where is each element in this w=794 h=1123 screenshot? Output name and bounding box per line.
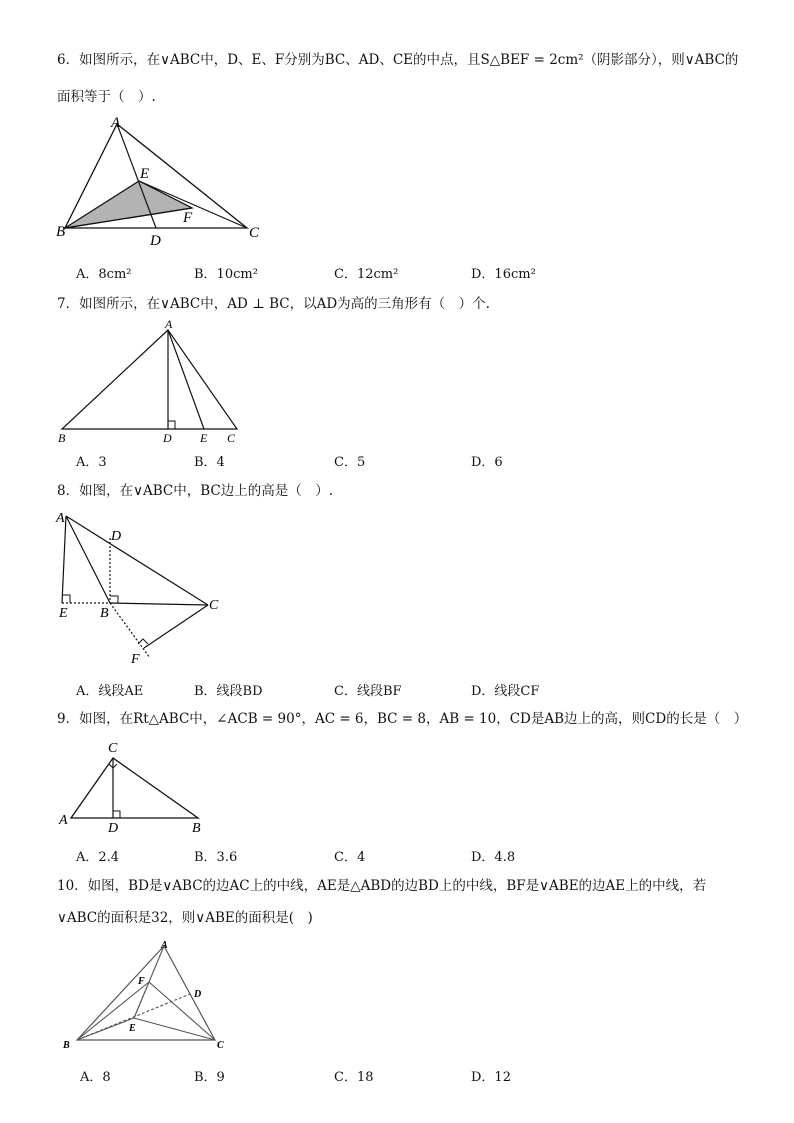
- figure-q10: [55, 936, 245, 1056]
- question-9-text: 9．如图，在Rt△ABC中，∠ACB = 90°，AC = 6，BC = 8，AB = 10，CD是AB边上的高，则CD的长是（ ）: [57, 711, 748, 727]
- question-6-line-2: 面积等于（ ）.: [57, 89, 156, 105]
- q9-option-a[interactable]: A．2.4: [76, 850, 120, 865]
- label-e: E: [59, 606, 68, 621]
- figure-q7: [55, 316, 255, 446]
- q9-option-b[interactable]: B．3.6: [194, 850, 238, 865]
- label-a: A: [165, 317, 173, 331]
- label-f: F: [131, 652, 140, 667]
- label-a: A: [161, 940, 168, 951]
- label-b: B: [192, 821, 201, 836]
- label-c: C: [227, 431, 236, 445]
- q10-option-c[interactable]: C．18: [334, 1070, 374, 1085]
- q9-option-c[interactable]: C．4: [334, 850, 366, 865]
- label-b: B: [58, 431, 66, 445]
- q6-option-a[interactable]: A．8cm²: [76, 267, 132, 282]
- label-f: F: [183, 210, 193, 226]
- q8-option-d[interactable]: D．线段CF: [471, 684, 540, 699]
- label-d: D: [108, 821, 119, 836]
- label-d: D: [194, 989, 202, 1000]
- q8-option-c[interactable]: C．线段BF: [334, 684, 402, 699]
- q6-option-d[interactable]: D．16cm²: [471, 267, 536, 282]
- q7-option-d[interactable]: D．6: [471, 455, 503, 470]
- q7-option-c[interactable]: C．5: [334, 455, 366, 470]
- label-e: E: [129, 1023, 136, 1034]
- label-b: B: [63, 1040, 70, 1051]
- figure-q8: [52, 508, 242, 668]
- label-c: C: [217, 1040, 224, 1051]
- q7-option-b[interactable]: B．4: [194, 455, 225, 470]
- q8-option-b[interactable]: B．线段BD: [194, 684, 263, 699]
- q10-option-d[interactable]: D．12: [471, 1070, 511, 1085]
- right-angle-mark-b: [110, 596, 118, 603]
- triangle-abc: [62, 330, 237, 429]
- label-b: B: [100, 606, 109, 621]
- label-e: E: [140, 166, 150, 182]
- label-a: A: [59, 813, 68, 828]
- figure-q6: [55, 112, 285, 252]
- q6-option-c[interactable]: C．12cm²: [334, 267, 399, 282]
- q6-option-b[interactable]: B．10cm²: [194, 267, 258, 282]
- label-c: C: [108, 741, 118, 756]
- segment-ae: [168, 330, 204, 429]
- right-angle-mark-d: [113, 811, 120, 818]
- label-a: A: [111, 115, 121, 131]
- question-10-line-2: ∨ABC的面积是32，则∨ABE的面积是( ): [57, 910, 313, 926]
- label-d: D: [111, 529, 122, 544]
- label-e: E: [200, 431, 208, 445]
- q8-option-a[interactable]: A．线段AE: [76, 684, 144, 699]
- label-b: B: [56, 224, 66, 240]
- label-f: F: [138, 976, 145, 987]
- label-c: C: [209, 598, 219, 613]
- label-c: C: [249, 225, 260, 241]
- label-d: D: [150, 233, 161, 249]
- triangle-abc: [71, 758, 198, 818]
- right-angle-mark: [168, 421, 175, 429]
- question-6-line-1: 6．如图所示，在∨ABC中，D、E、F分别为BC、AD、CE的中点，且S△BEF = 2cm²（阴影部分），则∨ABC的: [57, 52, 739, 68]
- question-10-line-1: 10．如图，BD是∨ABC的边AC上的中线，AE是△ABD的边BD上的中线，BF是∨ABE的边AE上的中线，若: [57, 878, 707, 894]
- label-a: A: [56, 511, 65, 526]
- q9-option-d[interactable]: D．4.8: [471, 850, 516, 865]
- question-7-text: 7．如图所示，在∨ABC中，AD ⊥ BC，以AD为高的三角形有（ ）个.: [57, 296, 490, 312]
- q7-option-a[interactable]: A．3: [76, 455, 107, 470]
- q10-option-b[interactable]: B．9: [194, 1070, 225, 1085]
- figure-q9: [55, 737, 215, 837]
- right-angle-mark-e: [62, 595, 70, 603]
- q10-option-a[interactable]: A．8: [80, 1070, 111, 1085]
- label-d: D: [163, 431, 172, 445]
- shaded-triangle-bef: [65, 181, 192, 228]
- question-8-text: 8．如图，在∨ABC中，BC边上的高是（ ）.: [57, 483, 334, 499]
